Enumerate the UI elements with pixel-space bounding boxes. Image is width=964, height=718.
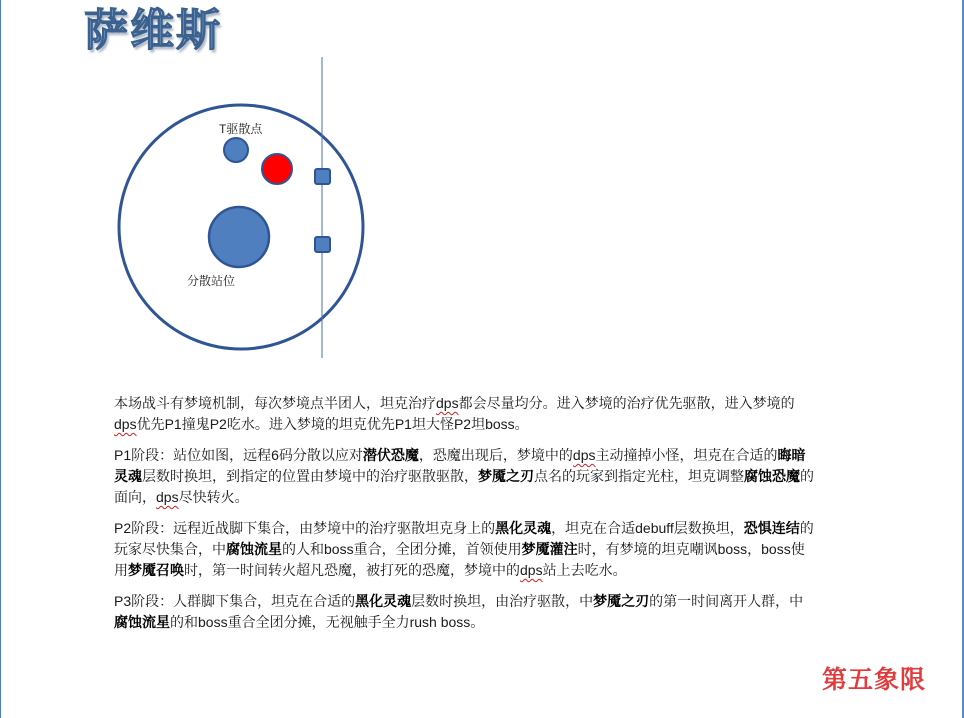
- spread-position-marker: [209, 207, 269, 267]
- phase1-paragraph: [114, 445, 814, 508]
- text-run: ，坦克在合适debuff层数换坦，: [551, 520, 744, 536]
- bold-term: 腐蚀流星: [114, 614, 170, 630]
- text-run: 的和boss重合全团分摊，无视触手全力rush boss。: [170, 614, 485, 630]
- red-marker: [262, 154, 292, 184]
- tank-disperse-marker: [224, 138, 248, 162]
- text-run: dps: [156, 489, 179, 505]
- bold-term: 腐蚀恐魔: [744, 468, 800, 484]
- text-run: 层数时换坦，由治疗驱散，中: [411, 593, 594, 609]
- text-run: P1阶段：站位如图，远程6码分散以应对: [114, 447, 363, 463]
- text-run: ，恐魔出现后，梦境中的: [418, 447, 573, 463]
- bold-term: 腐蚀流星: [226, 541, 282, 557]
- bold-term: 晦暗灵魂: [114, 447, 806, 484]
- text-run: 的面向，: [114, 468, 814, 505]
- bold-term: 梦魇召唤: [128, 562, 184, 578]
- intro-paragraph: [114, 393, 814, 435]
- page-title: 萨维斯: [84, 5, 222, 56]
- spread-position-label: 分散站位: [187, 274, 236, 288]
- text-run: 站上去吃水。: [542, 562, 627, 578]
- square-marker-top: [315, 169, 330, 184]
- t-disperse-label: T驱散点: [219, 122, 263, 136]
- text-run: 时，有梦境的坦克嘲讽boss，boss使用: [114, 541, 805, 578]
- bold-term: 梦魇之刃: [593, 593, 650, 609]
- text-run: 层数时换坦，到指定的位置由梦境中的治疗驱散驱散，: [142, 468, 478, 484]
- bold-term: 黑化灵魂: [495, 520, 552, 536]
- text-run: 的第一时间离开人群，中: [649, 593, 804, 609]
- bold-term: 潜伏恐魔: [362, 447, 419, 463]
- bold-term: 梦魇之刃: [478, 468, 534, 484]
- text-run: 优先P1撞鬼P2吃水。进入梦境的坦克优先P1坦大怪P2坦boss。: [136, 416, 529, 432]
- text-run: dps: [114, 416, 137, 432]
- text-run: dps: [572, 447, 596, 463]
- bold-term: 梦魇灌注: [521, 541, 578, 557]
- text-run: 本场战斗有梦境机制，每次梦境点半团人，坦克治疗: [114, 395, 436, 411]
- text-run: 尽快转火。: [178, 489, 249, 505]
- square-marker-bottom: [315, 237, 330, 252]
- phase3-paragraph: [114, 591, 814, 633]
- phase2-paragraph: [114, 518, 814, 581]
- text-run: 点名的玩家到指定光柱，坦克调整: [534, 468, 744, 484]
- text-run: 的玩家尽快集合，中: [114, 520, 814, 557]
- bold-term: 恐惧连结: [743, 520, 800, 536]
- text-run: P3阶段：人群脚下集合，坦克在合适的: [114, 593, 356, 609]
- strategy-text: [114, 393, 814, 643]
- bold-term: 黑化灵魂: [355, 593, 412, 609]
- text-run: dps: [436, 395, 459, 411]
- text-run: dps: [520, 562, 543, 578]
- text-run: P2阶段：远程近战脚下集合，由梦境中的治疗驱散坦克身上的: [114, 520, 496, 536]
- corner-watermark-label: 第五象限: [822, 665, 927, 694]
- text-run: 主动撞掉小怪，坦克在合适的: [595, 447, 778, 463]
- text-run: 的人和boss重合，全团分摊，首领使用: [282, 541, 522, 557]
- text-run: 都会尽量均分。进入梦境的治疗优先驱散，进入梦境的: [458, 395, 795, 411]
- text-run: 时，第一时间转火超凡恐魔，被打死的恐魔，梦境中的: [184, 562, 520, 578]
